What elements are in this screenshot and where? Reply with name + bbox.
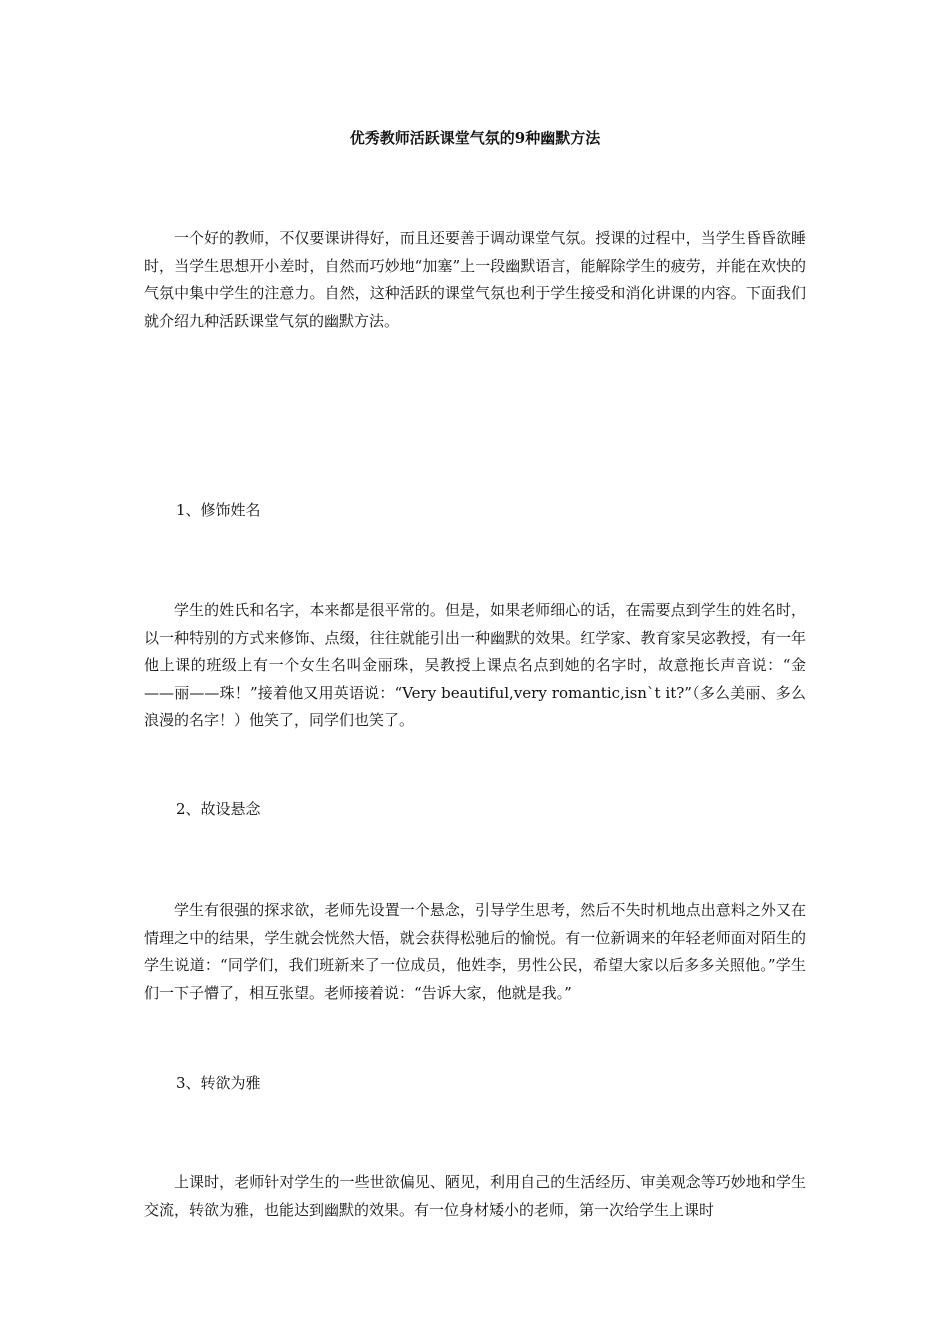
section-body-3: 上课时，老师针对学生的一些世欲偏见、陋见，利用自己的生活经历、审美观念等巧妙地和学生交流，转欲为雅，也能达到幽默的效果。有一位身材矮小的老师，第一次给学生上课时	[144, 1173, 806, 1219]
intro-paragraph: 一个好的教师，不仅要课讲得好，而且还要善于调动课堂气氛。授课的过程中，当学生昏昏欲睡时，当学生思想开小差时，自然而巧妙地“加塞”上一段幽默语言，能解除学生的疲劳，并能在欢快的气氛中集中学生的注意力。自然，这种活跃的课堂气氛也利于学生接受和消化讲课的内容。下面我们就介绍九种活跃课堂气氛的幽默方法。	[144, 229, 806, 330]
section-body-2: 学生有很强的探求欲，老师先设置一个悬念，引导学生思考，然后不失时机地点出意料之外又在情理之中的结果，学生就会恍然大悟，就会获得松驰后的愉悦。有一位新调来的年轻老师面对陌生的学生说道：“同学们，我们班新来了一位成员，他姓李，男性公民，希望大家以后多多关照他。”学生们一下子懵了，相互张望。老师接着说：“告诉大家，他就是我。”	[144, 901, 806, 1002]
section-heading-1: 1、修饰姓名	[176, 501, 261, 519]
section-heading-3: 3、转欲为雅	[176, 1074, 261, 1092]
section-heading-2: 2、故设悬念	[176, 800, 261, 818]
section-body-1: 学生的姓氏和名字，本来都是很平常的。但是，如果老师细心的话，在需要点到学生的姓名时，以一种特别的方式来修饰、点缀，往往就能引出一种幽默的效果。红学家、教育家吴宓教授，有一年他上课的班级上有一个女生名叫金丽珠，吴教授上课点名点到她的名字时，故意拖长声音说：“金——丽——珠！”接着他又用英语说：“Very beautiful,very romantic,isn`t it?”（多么美丽、多么浪漫的名字！）他笑了，同学们也笑了。	[144, 601, 806, 729]
document-title: 优秀教师活跃课堂气氛的9种幽默方法	[349, 129, 601, 147]
